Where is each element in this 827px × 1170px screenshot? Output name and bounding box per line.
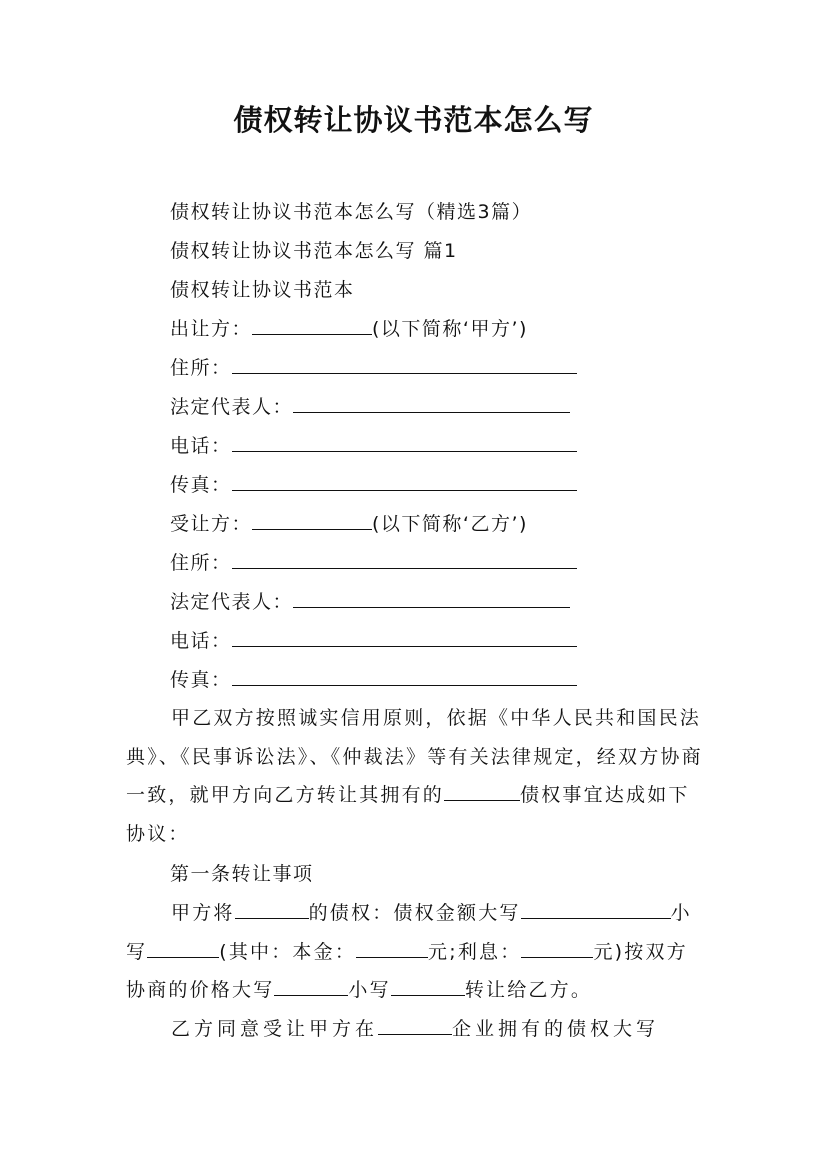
debtor-blank — [235, 900, 309, 919]
article-1-text-d: (其中：本金： — [219, 940, 357, 963]
price-words-blank — [274, 977, 348, 996]
transferee-row — [170, 510, 528, 538]
transferor-suffix: (以下简称‘甲方’) — [372, 318, 528, 340]
article-1-text-h: 转让给乙方。 — [464, 979, 593, 1001]
party-a-legal-rep-row — [170, 393, 570, 421]
party-b-legal-rep-row — [170, 588, 570, 616]
article-1-text-a: 甲方将 — [171, 902, 235, 924]
article-1-heading: 第一条转让事项 — [170, 863, 314, 885]
party-a-fax-row — [170, 471, 577, 499]
transferee-blank — [252, 511, 372, 530]
document-title: 债权转让协议书范本怎么写 — [233, 103, 594, 137]
transferor-blank — [252, 316, 372, 335]
party-b-phone-row — [170, 627, 577, 655]
principal-blank — [356, 939, 428, 958]
party-b-legal-rep-blank — [293, 589, 570, 608]
party-b-fax-row — [170, 666, 577, 694]
transferee-suffix: (以下简称‘乙方’) — [372, 513, 528, 535]
preamble-text-1: 甲乙双方按照诚实信用原则，依据《中华人民共和国民法典》、《民事诉讼法》、《仲裁法》等有关法律规定，经双方协商一致，就甲方向乙方转让其拥有的 — [126, 707, 703, 806]
party-b-fax-blank — [232, 667, 577, 686]
party-a-legal-rep-label: 法定代表人： — [170, 396, 294, 418]
transferor-row — [170, 315, 528, 343]
enterprise-blank — [378, 1016, 452, 1035]
party-a-phone-row — [170, 432, 577, 460]
amount-words-blank — [521, 900, 671, 919]
article-1-text-c: 小写 — [126, 902, 692, 963]
preamble-text-2: 债权事宜达成如下协议： — [126, 784, 690, 845]
article-1-paragraph-2 — [126, 1010, 706, 1049]
party-b-address-row — [170, 549, 577, 577]
transferee-label: 受让方： — [170, 513, 253, 535]
interest-blank — [521, 939, 593, 958]
party-a-phone-label: 电话： — [170, 435, 232, 457]
preamble-debt-blank — [444, 782, 520, 801]
party-a-address-label: 住所： — [170, 357, 232, 379]
intro-line-1: 债权转让协议书范本怎么写（精选3篇） — [170, 201, 533, 223]
amount-figures-blank — [147, 939, 219, 958]
article-1-text-b: 的债权：债权金额大写 — [308, 902, 521, 924]
party-b-fax-label: 传真： — [170, 669, 232, 691]
party-a-fax-blank — [232, 472, 577, 491]
article-1-text-f: 元)按双方协商的价格大写 — [126, 940, 688, 1001]
article-1-text-p2b: 企业拥有的债权大写 — [452, 1018, 660, 1040]
price-figures-blank — [391, 977, 465, 996]
party-a-fax-label: 传真： — [170, 474, 232, 496]
article-1-paragraph-1 — [126, 894, 706, 1010]
party-a-address-row — [170, 354, 577, 382]
party-b-phone-blank — [232, 628, 577, 647]
party-a-address-blank — [232, 355, 577, 374]
intro-line-2: 债权转让协议书范本怎么写 篇1 — [170, 240, 458, 262]
article-1-text-e: 元;利息： — [428, 940, 522, 963]
preamble-paragraph — [126, 699, 706, 853]
article-1-text-p2a: 乙方同意受让甲方在 — [171, 1018, 379, 1040]
intro-line-3: 债权转让协议书范本 — [170, 279, 355, 301]
party-a-legal-rep-blank — [293, 394, 570, 413]
transferor-label: 出让方： — [170, 318, 253, 340]
party-b-address-blank — [232, 550, 577, 569]
party-b-phone-label: 电话： — [170, 630, 232, 652]
party-b-legal-rep-label: 法定代表人： — [170, 591, 294, 613]
party-a-phone-blank — [232, 433, 577, 452]
party-b-address-label: 住所： — [170, 552, 232, 574]
article-1-text-g: 小写 — [348, 979, 391, 1001]
